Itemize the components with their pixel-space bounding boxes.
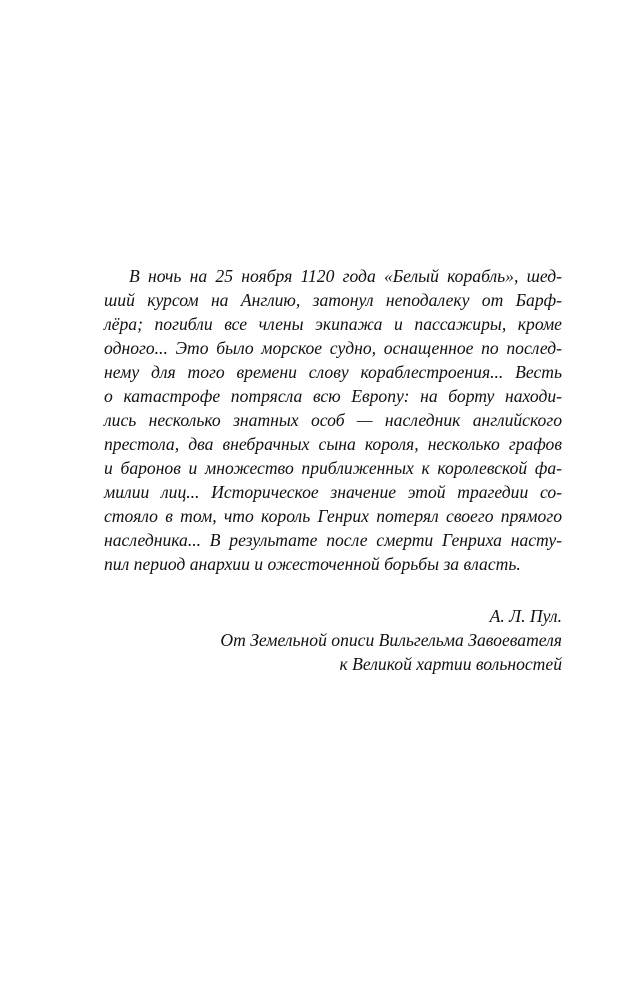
epigraph-line: о катастрофе потрясла всю Европу: на борту находи- bbox=[104, 386, 562, 406]
epigraph-line: нему для того времени слову кораблестроения... Весть bbox=[104, 362, 562, 382]
epigraph-line: стояло в том, что король Генрих потерял своего прямого bbox=[104, 506, 562, 526]
epigraph-line: пил период анархии и ожесточенной борьбы за власть. bbox=[104, 554, 521, 574]
epigraph-line: престола, два внебрачных сына короля, несколько графов bbox=[104, 434, 562, 454]
attribution-work-title: От Земельной описи Вильгельма Завоевателя bbox=[220, 630, 562, 650]
epigraph-line: наследника... В результате после смерти Генриха насту- bbox=[104, 530, 562, 550]
epigraph-line: одного... Это было морское судно, оснащенное по послед- bbox=[104, 338, 562, 358]
epigraph-line: ший курсом на Англию, затонул неподалеку от Барф- bbox=[104, 290, 562, 310]
epigraph-line: лись несколько знатных особ — наследник английского bbox=[104, 410, 562, 430]
epigraph-line: В ночь на 25 ноября 1120 года «Белый корабль», шед- bbox=[129, 266, 562, 286]
epigraph-line: милии лиц... Историческое значение этой трагедии со- bbox=[104, 482, 562, 502]
attribution-author: А. Л. Пул. bbox=[489, 606, 562, 626]
attribution-work-title-continued: к Великой хартии вольностей bbox=[339, 654, 562, 674]
epigraph-line: и баронов и множество приближенных к королевской фа- bbox=[104, 458, 562, 478]
epigraph-line: лёра; погибли все члены экипажа и пассажиры, кроме bbox=[104, 314, 562, 334]
